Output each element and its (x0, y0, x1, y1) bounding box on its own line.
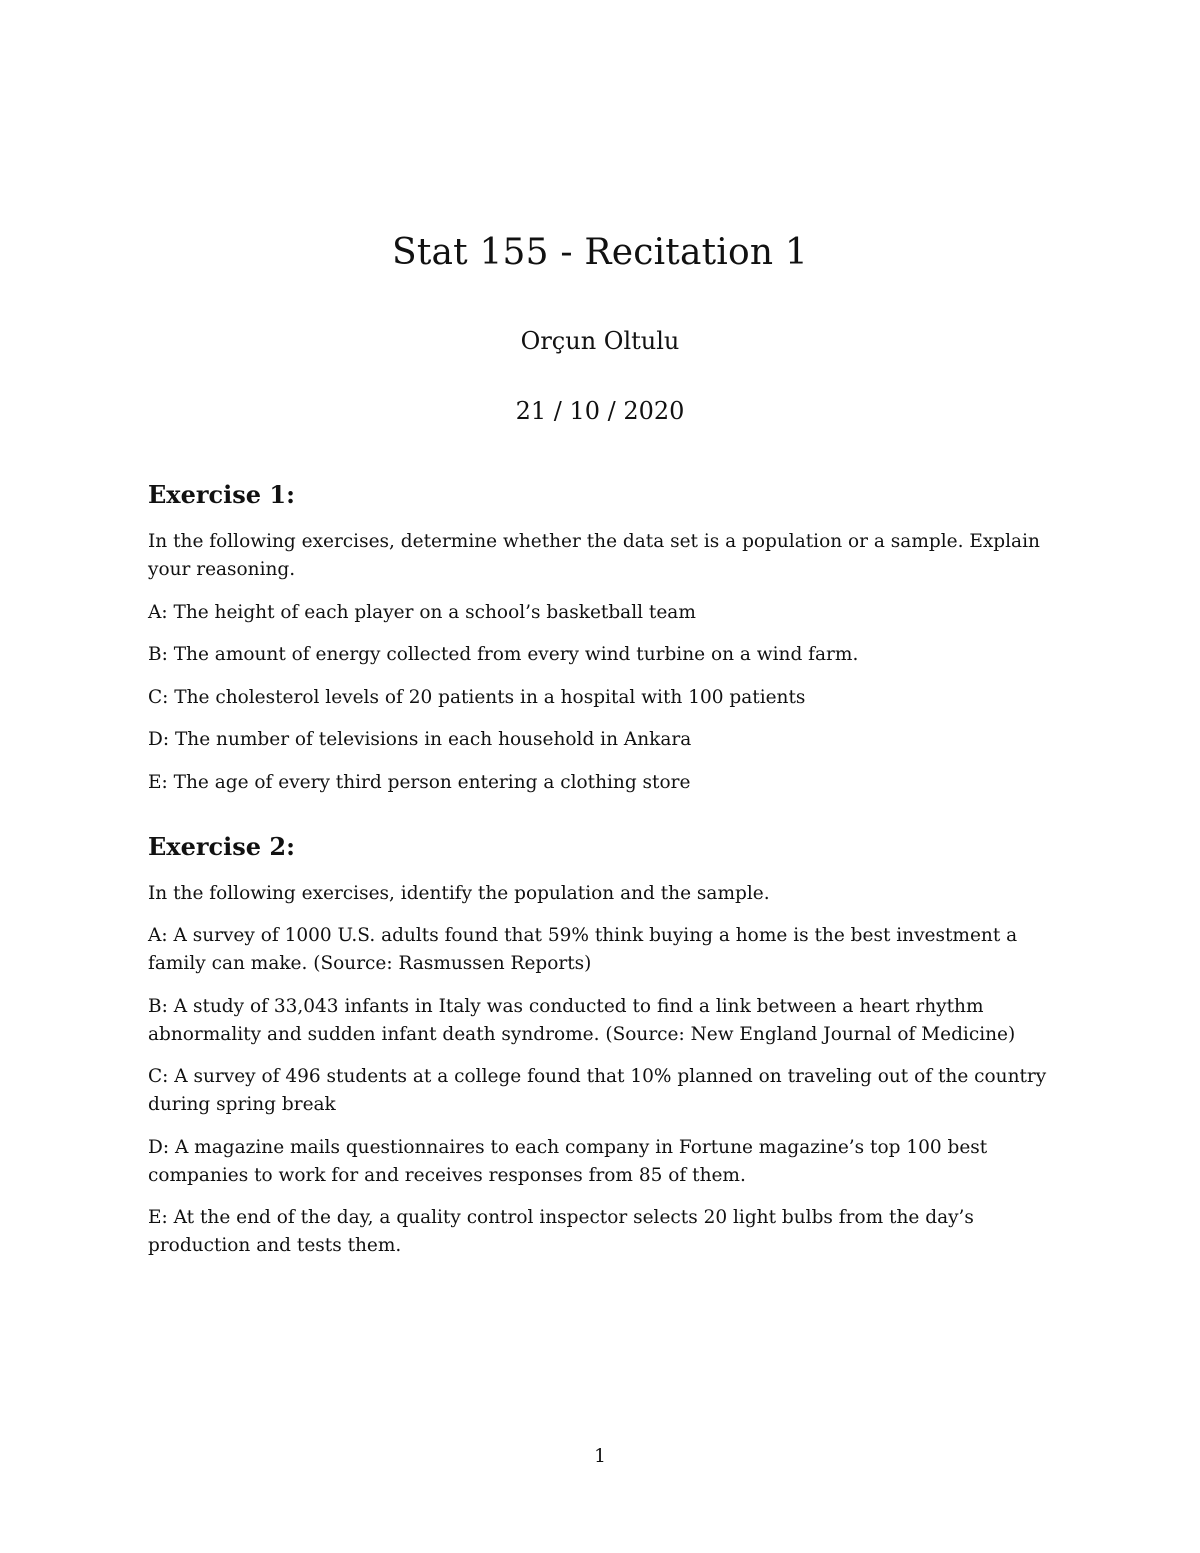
exercise-2-item-c: C: A survey of 496 students at a college found that 10% planned on traveling out of the country during spring break (148, 1066, 1047, 1115)
exercise-1-intro: In the following exercises, determine whether the data set is a population or a sample. Explain your reasoning. (148, 531, 1040, 580)
exercise-1-heading: Exercise 1: (148, 480, 295, 509)
exercise-2-intro: In the following exercises, identify the population and the sample. (148, 882, 770, 904)
exercise-2-heading: Exercise 2: (148, 831, 295, 861)
exercise-2-section (148, 830, 1058, 1261)
exercise-1-item-e: E: The age of every third person entering a clothing store (148, 771, 691, 793)
document-date: 21 / 10 / 2020 (515, 397, 685, 425)
exercise-1-item-a: A: The height of each player on a school’s basketball team (148, 601, 696, 623)
exercise-1-section (148, 478, 1058, 797)
document-body (148, 478, 1058, 1275)
exercise-1-item-b: B: The amount of energy collected from every wind turbine on a wind farm. (148, 644, 859, 665)
exercise-1-item-d: D: The number of televisions in each household in Ankara (148, 729, 692, 750)
document-title: Stat 155 - Recitation 1 (391, 232, 809, 273)
exercise-2-item-b: B: A study of 33,043 infants in Italy was conducted to find a link between a heart rhythm abnormality and sudden infant death syndrome. (Source: New England Journal of Medicine) (148, 995, 1016, 1045)
exercise-2-item-a: A: A survey of 1000 U.S. adults found that 59% think buying a home is the best investment a family can make. (Source: Rasmussen Reports) (148, 925, 1018, 974)
document-author: Orçun Oltulu (520, 327, 680, 355)
exercise-2-item-d: D: A magazine mails questionnaires to each company in Fortune magazine’s top 100 best companies to work for and receives responses from 85 of them. (148, 1136, 988, 1186)
exercise-2-item-e: E: At the end of the day, a quality control inspector selects 20 light bulbs from the day’s production and tests them. (148, 1207, 974, 1256)
exercise-1-item-c: C: The cholesterol levels of 20 patients in a hospital with 100 patients (148, 686, 806, 708)
page-number: 1 (594, 1446, 606, 1467)
